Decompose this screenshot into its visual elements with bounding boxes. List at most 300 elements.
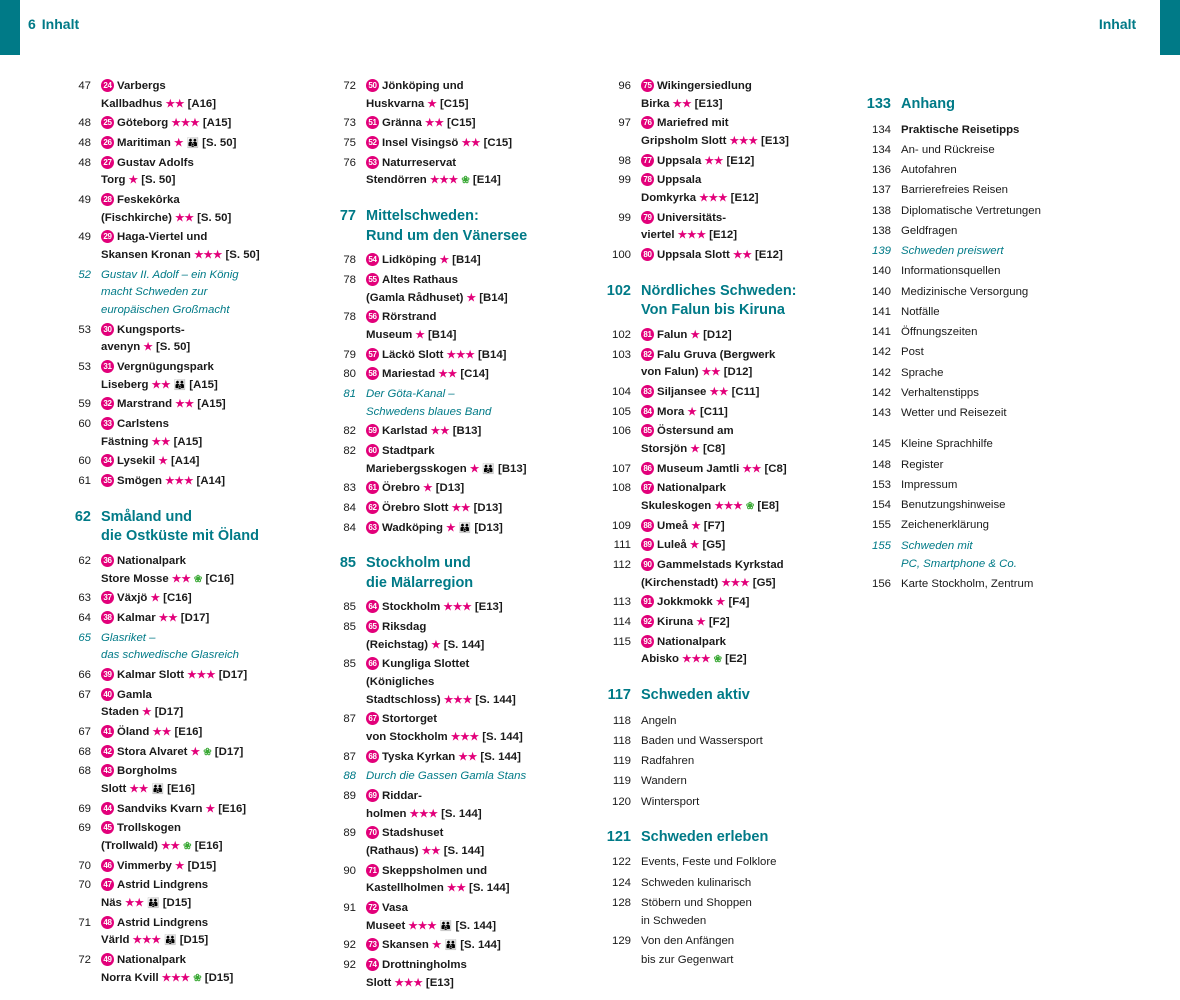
toc-entry[interactable]	[597, 518, 857, 536]
poi-number-badge: 76	[641, 116, 654, 129]
toc-simple-entry[interactable]	[857, 161, 1127, 179]
toc-entry[interactable]	[57, 877, 322, 912]
toc-entry[interactable]	[322, 366, 587, 384]
toc-entry[interactable]	[322, 135, 587, 153]
toc-page-number: 141	[871, 326, 891, 339]
star-rating-glyph: ★	[423, 482, 433, 495]
star-rating-glyph: ★	[158, 611, 169, 624]
toc-entry[interactable]	[322, 252, 587, 270]
poi-number-badge: 55	[366, 273, 379, 286]
toc-simple-entry[interactable]	[857, 202, 1127, 220]
toc-entry[interactable]	[322, 619, 587, 654]
toc-simple-entry[interactable]	[597, 772, 857, 790]
toc-entry[interactable]	[322, 78, 587, 113]
star-rating-glyph: ★	[151, 934, 161, 947]
toc-entry[interactable]	[597, 537, 857, 555]
toc-entry-body	[641, 537, 857, 555]
toc-entry-title: Örebro ★ [D13]	[382, 482, 465, 495]
toc-page-number: 145	[871, 438, 891, 451]
nature-icon: ❀	[193, 972, 202, 984]
star-rating-glyph: ★	[175, 211, 185, 224]
toc-simple-entry[interactable]	[857, 262, 1127, 280]
toc-entry[interactable]	[57, 155, 322, 190]
toc-entry[interactable]	[57, 473, 322, 491]
toc-entry-body	[101, 801, 322, 819]
toc-entry[interactable]	[597, 327, 857, 345]
toc-page-number: 90	[343, 864, 356, 877]
toc-entry-body	[366, 599, 587, 617]
star-rating-glyph: ★	[183, 475, 194, 488]
toc-page-number: 96	[618, 80, 631, 92]
poi-number-badge: 72	[366, 901, 379, 914]
toc-section-heading[interactable]	[597, 828, 857, 848]
toc-entry[interactable]	[322, 749, 587, 767]
toc-entry[interactable]	[322, 788, 587, 823]
poi-number-badge: 80	[641, 248, 654, 261]
toc-simple-entry[interactable]	[857, 303, 1127, 321]
toc-page-number: 112	[612, 558, 631, 571]
toc-entry-body	[101, 744, 322, 762]
toc-entry-title: Skansen ★ 👪 [S. 144]	[382, 939, 501, 952]
poi-number-badge: 24	[101, 79, 114, 92]
toc-entry-title: Uppsala ★★ [E12]	[657, 154, 755, 167]
toc-entry-body: Glasriket – das schwedische Glasreich	[101, 631, 240, 662]
toc-entry-title: Kungliga Slottet	[382, 658, 470, 671]
family-icon: 👪	[147, 898, 160, 909]
star-rating-glyph: ★	[431, 638, 441, 651]
toc-entry-title: Liseberg ★★ 👪 [A15]	[101, 378, 218, 391]
star-rating-glyph: ★	[691, 519, 701, 532]
star-rating-glyph: ★	[150, 592, 160, 605]
toc-entry[interactable]	[597, 480, 857, 515]
toc-simple-entry[interactable]	[857, 435, 1127, 453]
poi-number-badge: 41	[101, 725, 114, 738]
toc-entry-title: Göteborg ★★★ [A15]	[117, 117, 232, 130]
poi-number-badge: 82	[641, 348, 654, 361]
toc-entry-title: Vimmerby ★ [D15]	[117, 859, 217, 872]
toc-page-number: 107	[611, 462, 631, 475]
toc-entry[interactable]	[57, 192, 322, 227]
poi-number-badge: 62	[366, 501, 379, 514]
toc-entry[interactable]	[597, 557, 857, 592]
toc-entry[interactable]	[322, 900, 587, 935]
poi-number-badge: 68	[366, 750, 379, 763]
toc-section-heading[interactable]	[857, 95, 1127, 115]
star-rating-glyph: ★	[425, 117, 435, 130]
toc-entry[interactable]	[597, 247, 857, 265]
toc-entry-body: Schweden kulinarisch	[641, 876, 752, 889]
toc-entry-title: (Reichstag) ★ [S. 144]	[366, 638, 485, 651]
toc-entry-body	[641, 594, 857, 612]
toc-page-number: 63	[78, 592, 91, 605]
toc-simple-entry[interactable]	[857, 121, 1127, 139]
toc-entry-body	[101, 687, 322, 722]
toc-page-number: 73	[343, 117, 356, 130]
toc-entry[interactable]	[57, 590, 322, 608]
star-rating-glyph: ★	[696, 229, 706, 242]
toc-entry-title: holmen ★★★ [S. 144]	[366, 807, 482, 820]
toc-simple-entry[interactable]	[857, 364, 1127, 382]
star-rating-glyph: ★	[439, 254, 449, 267]
toc-entry-body	[366, 115, 587, 133]
toc-entry[interactable]	[597, 210, 857, 245]
star-rating-glyph: ★	[138, 782, 149, 795]
toc-entry-title: Riddar-	[382, 790, 422, 803]
star-rating-glyph: ★	[132, 934, 143, 947]
toc-entry[interactable]	[597, 461, 857, 479]
poi-number-badge: 58	[366, 367, 379, 380]
star-rating-glyph: ★	[456, 882, 466, 895]
toc-page-number: 143	[871, 407, 891, 420]
toc-entry[interactable]	[597, 384, 857, 402]
toc-feature-entry[interactable]	[57, 267, 322, 320]
toc-simple-entry[interactable]	[857, 456, 1127, 474]
toc-entry[interactable]	[322, 825, 587, 860]
toc-entry[interactable]	[322, 937, 587, 955]
star-rating-glyph: ★	[168, 611, 178, 624]
toc-entry[interactable]	[57, 610, 322, 628]
toc-page-number: 155	[871, 539, 891, 552]
toc-entry[interactable]	[597, 153, 857, 171]
star-rating-glyph: ★	[175, 859, 185, 872]
toc-entry-title: Wadköping ★ 👪 [D13]	[382, 521, 503, 534]
toc-entry-body	[366, 711, 587, 746]
toc-page-number: 138	[871, 224, 891, 237]
toc-page-number: 89	[343, 790, 356, 803]
toc-simple-entry[interactable]	[597, 752, 857, 770]
toc-entry-title: Karlstad ★★ [B13]	[382, 425, 482, 438]
toc-simple-entry[interactable]	[857, 242, 1127, 260]
toc-entry-title: Astrid Lindgrens	[117, 879, 209, 892]
toc-simple-entry[interactable]	[857, 516, 1127, 534]
toc-entry[interactable]	[57, 359, 322, 394]
poi-number-badge: 89	[641, 538, 654, 551]
poi-number-badge: 57	[366, 348, 379, 361]
toc-entry-title: Öland ★★ [E16]	[117, 725, 203, 738]
toc-simple-entry[interactable]	[857, 575, 1127, 593]
toc-entry-title: Skansen Kronan ★★★ [S. 50]	[101, 249, 260, 262]
nature-icon: ❀	[193, 573, 203, 585]
toc-entry[interactable]	[322, 423, 587, 441]
toc-entry-title: Naturreservat	[382, 156, 457, 169]
toc-simple-entry[interactable]	[857, 384, 1127, 402]
toc-entry[interactable]	[322, 656, 587, 709]
family-icon: 👪	[439, 920, 453, 932]
toc-section-heading[interactable]	[322, 207, 587, 246]
toc-entry[interactable]	[322, 347, 587, 365]
star-rating-glyph: ★	[129, 782, 139, 795]
toc-entry-body	[366, 272, 587, 307]
toc-entry[interactable]	[322, 115, 587, 133]
toc-entry-body	[101, 115, 322, 133]
toc-entry[interactable]	[57, 553, 322, 588]
star-rating-glyph: ★	[708, 192, 719, 205]
poi-number-badge: 31	[101, 360, 114, 373]
toc-page-number: 97	[618, 117, 631, 130]
toc-entry-title: Siljansee ★★ [C11]	[657, 385, 760, 398]
toc-feature-entry[interactable]	[57, 630, 322, 665]
toc-simple-entry[interactable]	[857, 343, 1127, 361]
toc-feature-entry[interactable]	[322, 768, 587, 786]
toc-simple-entry[interactable]	[857, 141, 1127, 159]
toc-entry[interactable]	[322, 272, 587, 307]
toc-entry-title: Falu Gruva (Bergwerk	[657, 348, 776, 361]
toc-page-number: 87	[343, 750, 356, 763]
toc-entry-title: Riksdag	[382, 621, 427, 634]
toc-entry[interactable]	[597, 404, 857, 422]
toc-entry-title: Nationalpark	[117, 554, 186, 567]
toc-entry[interactable]	[322, 520, 587, 538]
star-rating-glyph: ★	[467, 750, 478, 763]
poi-number-badge: 83	[641, 385, 654, 398]
toc-page-number: 61	[78, 475, 91, 488]
star-rating-glyph: ★	[718, 385, 729, 398]
toc-entry[interactable]	[57, 396, 322, 414]
toc-entry-body: Register	[901, 458, 944, 471]
toc-entry-title: Stora Alvaret ★ ❀ [D17]	[117, 745, 244, 758]
poi-number-badge: 88	[641, 519, 654, 532]
toc-page-number: 104	[611, 385, 631, 398]
poi-number-badge: 39	[101, 668, 114, 681]
toc-entry[interactable]	[322, 155, 587, 190]
toc-page-number: 69	[78, 822, 91, 835]
family-icon: 👪	[186, 138, 200, 150]
toc-page-number: 77	[339, 208, 356, 225]
star-rating-glyph: ★	[431, 845, 441, 858]
toc-simple-entry[interactable]	[597, 732, 857, 750]
star-rating-glyph: ★	[427, 97, 437, 110]
toc-entry[interactable]	[322, 711, 587, 746]
toc-entry-body: Mittelschweden: Rund um den Vänersee	[366, 208, 528, 244]
toc-entry[interactable]	[57, 115, 322, 133]
toc-entry[interactable]	[322, 480, 587, 498]
toc-page-number: 148	[871, 458, 891, 471]
toc-simple-entry[interactable]	[857, 404, 1127, 422]
toc-entry[interactable]	[322, 443, 587, 478]
star-rating-glyph: ★	[174, 97, 185, 110]
toc-entry-title: Stendörren ★★★ ❀ [E14]	[366, 174, 501, 187]
toc-section-heading[interactable]	[57, 508, 322, 547]
toc-entry-body: Sprache	[901, 366, 944, 379]
star-rating-glyph: ★	[161, 435, 171, 448]
toc-entry[interactable]	[57, 78, 322, 113]
toc-page-number: 60	[78, 455, 91, 468]
toc-entry-body: Wintersport	[641, 795, 700, 808]
nature-icon: ❀	[745, 500, 755, 512]
toc-page-number: 78	[343, 273, 356, 286]
toc-entry-title: Drottningholms	[382, 959, 467, 972]
toc-page-number: 138	[871, 204, 891, 217]
toc-entry-body	[366, 520, 587, 538]
page-number-right: 7	[1144, 16, 1152, 32]
toc-section-heading[interactable]	[597, 282, 857, 321]
poi-number-badge: 56	[366, 310, 379, 323]
poi-number-badge: 85	[641, 424, 654, 437]
toc-entry-body	[101, 952, 322, 987]
toc-entry-body	[101, 858, 322, 876]
toc-entry-title: avenyn ★ [S. 50]	[101, 341, 191, 354]
toc-simple-entry[interactable]	[857, 476, 1127, 494]
toc-simple-entry[interactable]	[597, 874, 857, 892]
poi-number-badge: 86	[641, 462, 654, 475]
toc-section-heading[interactable]	[322, 554, 587, 593]
toc-page-number: 76	[343, 156, 356, 169]
toc-entry-title: Borgholms	[117, 765, 178, 778]
star-rating-glyph: ★	[470, 137, 481, 150]
star-rating-glyph: ★	[203, 249, 213, 262]
toc-entry[interactable]	[597, 78, 857, 113]
toc-entry-body	[366, 937, 587, 955]
toc-page-number: 142	[871, 366, 891, 379]
toc-page-number: 85	[343, 621, 356, 634]
toc-simple-entry[interactable]	[857, 537, 1127, 574]
toc-entry[interactable]	[57, 952, 322, 987]
toc-entry[interactable]	[597, 423, 857, 458]
star-rating-glyph: ★	[461, 501, 471, 514]
star-rating-glyph: ★	[729, 135, 740, 148]
toc-entry-body: An- und Rückreise	[901, 143, 995, 156]
toc-entry-title: Astrid Lindgrens	[117, 916, 209, 929]
toc-entry-body	[366, 619, 587, 654]
toc-entry[interactable]	[597, 347, 857, 382]
toc-entry-title: von Falun) ★★ [D12]	[641, 366, 753, 379]
toc-simple-entry[interactable]	[597, 712, 857, 730]
toc-page-number: 83	[343, 482, 356, 495]
toc-entry-title: Skeppsholmen und	[382, 864, 488, 877]
toc-entry-body	[641, 115, 857, 150]
poi-number-badge: 70	[366, 826, 379, 839]
toc-simple-entry[interactable]	[857, 496, 1127, 514]
toc-page-number: 140	[871, 265, 891, 278]
toc-entry-title: Marstrand ★★ [A15]	[117, 398, 226, 411]
toc-entry[interactable]	[597, 172, 857, 207]
toc-entry-title: Stadtpark	[382, 444, 435, 457]
toc-section-heading[interactable]	[597, 686, 857, 706]
toc-entry[interactable]	[57, 744, 322, 762]
toc-page-number: 69	[78, 802, 91, 815]
toc-entry-title: Insel Visingsö ★★ [C15]	[382, 137, 513, 150]
toc-entry[interactable]	[57, 667, 322, 685]
toc-entry[interactable]	[322, 957, 587, 992]
toc-entry[interactable]	[57, 724, 322, 742]
toc-entry-title: Smögen ★★★ [A14]	[117, 475, 226, 488]
toc-entry-body	[641, 347, 857, 382]
star-rating-glyph: ★	[461, 137, 471, 150]
toc-entry[interactable]	[322, 500, 587, 518]
toc-entry-title: Östersund am	[657, 425, 734, 438]
toc-entry-title: Näs ★★ 👪 [D15]	[101, 897, 192, 909]
toc-entry-body	[366, 347, 587, 365]
toc-entry[interactable]	[57, 820, 322, 855]
poi-number-badge: 92	[641, 615, 654, 628]
toc-entry[interactable]	[597, 634, 857, 669]
poi-number-badge: 32	[101, 397, 114, 410]
toc-entry-body: Nördliches Schweden: Von Falun bis Kiruna	[641, 282, 797, 319]
toc-entry-body	[641, 384, 857, 402]
toc-simple-entry[interactable]	[857, 283, 1127, 301]
nature-icon: ❀	[713, 654, 722, 666]
toc-entry[interactable]	[597, 115, 857, 150]
toc-entry[interactable]	[597, 614, 857, 632]
toc-feature-entry[interactable]	[322, 386, 587, 421]
toc-entry[interactable]	[57, 416, 322, 451]
toc-simple-entry[interactable]	[597, 932, 857, 969]
star-rating-glyph: ★	[443, 693, 454, 706]
poi-number-badge: 28	[101, 193, 114, 206]
toc-entry[interactable]	[57, 229, 322, 264]
toc-page-number: 49	[78, 231, 91, 244]
star-rating-glyph: ★	[447, 882, 457, 895]
toc-entry-title: Nationalpark	[657, 635, 726, 648]
toc-entry[interactable]	[57, 858, 322, 876]
star-rating-glyph: ★	[212, 249, 223, 262]
toc-entry-body	[101, 473, 322, 491]
toc-entry[interactable]	[57, 687, 322, 722]
toc-columns	[0, 78, 1180, 994]
toc-entry[interactable]	[322, 599, 587, 617]
poi-number-badge: 37	[101, 591, 114, 604]
toc-entry[interactable]	[597, 594, 857, 612]
toc-page-number: 62	[78, 554, 91, 567]
toc-entry-title: Museet ★★★ 👪 [S. 144]	[366, 919, 496, 932]
toc-simple-entry[interactable]	[597, 894, 857, 931]
toc-entry-title: Vasa	[382, 902, 408, 915]
toc-simple-entry[interactable]	[857, 181, 1127, 199]
toc-simple-entry[interactable]	[597, 853, 857, 871]
poi-number-badge: 84	[641, 405, 654, 418]
toc-entry[interactable]	[57, 322, 322, 357]
star-rating-glyph: ★	[450, 731, 461, 744]
star-rating-glyph: ★	[447, 368, 458, 381]
star-rating-glyph: ★	[448, 174, 459, 187]
toc-page-number: 156	[871, 578, 891, 591]
star-rating-glyph: ★	[440, 425, 450, 438]
poi-number-badge: 33	[101, 417, 114, 430]
toc-entry[interactable]	[57, 453, 322, 471]
toc-entry-title: Domkyrka ★★★ [E12]	[641, 192, 759, 205]
star-rating-glyph: ★	[701, 653, 711, 666]
family-icon: 👪	[444, 940, 458, 952]
star-rating-glyph: ★	[701, 366, 712, 379]
toc-entry[interactable]	[57, 763, 322, 798]
toc-entry[interactable]	[322, 309, 587, 344]
toc-page-number: 48	[78, 117, 91, 130]
toc-entry[interactable]	[57, 801, 322, 819]
toc-simple-entry[interactable]	[857, 323, 1127, 341]
star-rating-glyph: ★	[455, 348, 466, 361]
toc-entry-title: Vergnügungspark	[117, 361, 214, 374]
toc-entry-title: Feskekôrka	[117, 194, 180, 207]
toc-entry-body: Karte Stockholm, Zentrum	[901, 578, 1034, 591]
toc-entry[interactable]	[322, 863, 587, 898]
toc-entry-body: Schweden preiswert	[901, 245, 1004, 258]
toc-page-number: 118	[612, 734, 631, 747]
toc-entry-body	[101, 820, 322, 855]
toc-entry-title: Altes Rathaus	[382, 273, 458, 286]
toc-simple-entry[interactable]	[857, 222, 1127, 240]
toc-entry-body: Informationsquellen	[901, 265, 1001, 278]
toc-entry-body	[641, 461, 857, 479]
poi-number-badge: 44	[101, 802, 114, 815]
toc-page-number: 72	[78, 954, 91, 967]
toc-page-number: 98	[618, 154, 631, 167]
poi-number-badge: 93	[641, 635, 654, 648]
toc-simple-entry[interactable]	[597, 793, 857, 811]
toc-entry-body	[101, 915, 322, 950]
toc-entry[interactable]	[57, 135, 322, 153]
toc-entry[interactable]	[57, 915, 322, 950]
toc-page-number: 66	[78, 668, 91, 681]
